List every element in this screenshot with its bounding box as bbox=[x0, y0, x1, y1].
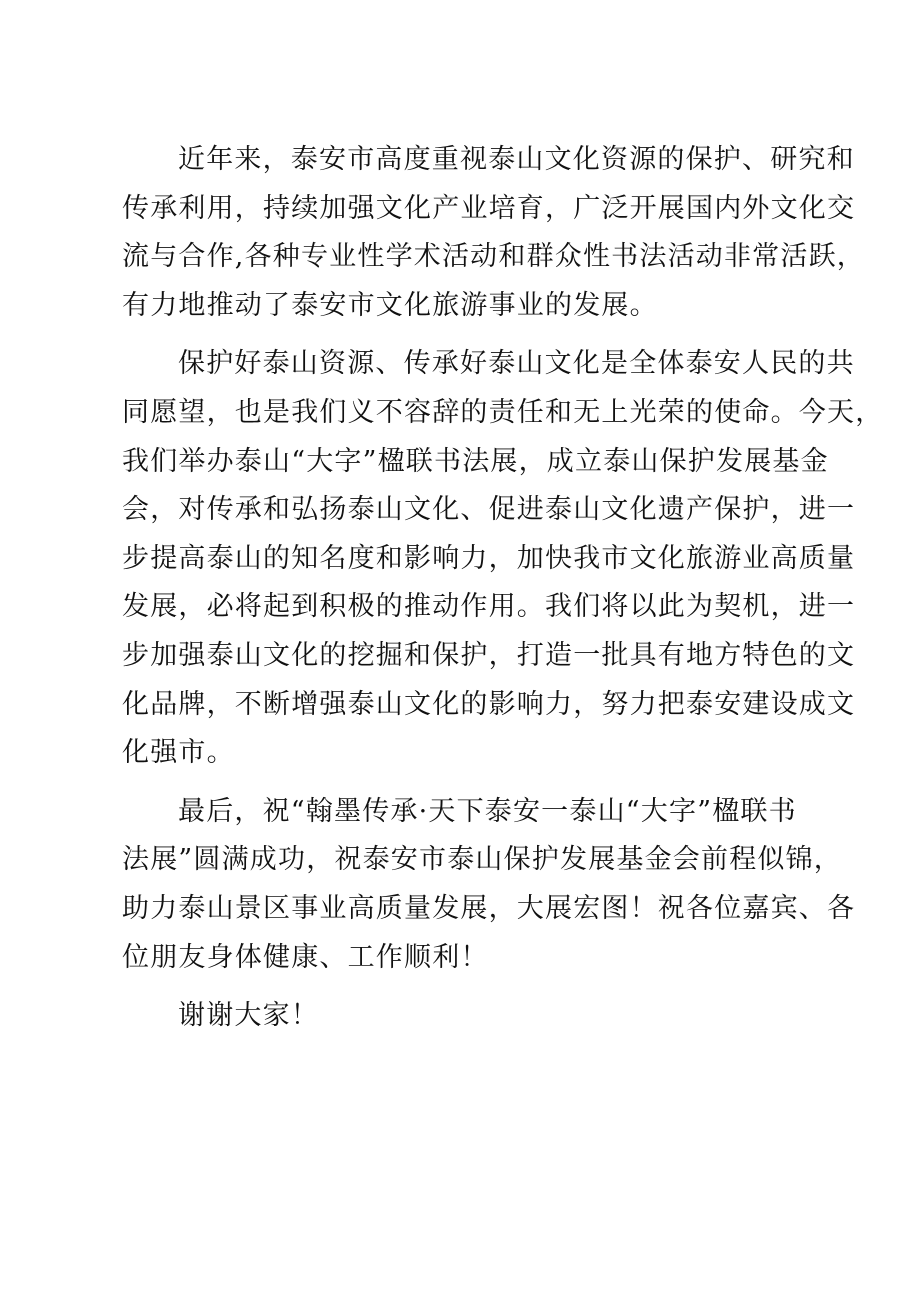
paragraph-mission bbox=[122, 340, 884, 777]
text-line: 会，对传承和弘扬泰山文化、促进泰山文化遗产保护，进一 bbox=[122, 494, 856, 526]
text-line: 传承利用，持续加强文化产业培育，广泛开展国内外文化交 bbox=[122, 192, 856, 224]
text-line: 我们举办泰山“大字”楹联书法展，成立泰山保护发展基金 bbox=[122, 445, 829, 477]
speech-body bbox=[122, 136, 884, 1041]
text-line: 步加强泰山文化的挖掘和保护，打造一批具有地方特色的文 bbox=[122, 639, 856, 671]
paragraph-intro bbox=[122, 136, 865, 330]
text-line: 最后，祝“翰墨传承·天下泰安一泰山“大字”楹联书 bbox=[178, 795, 797, 827]
paragraph-gap bbox=[122, 982, 812, 992]
paragraph-gap bbox=[122, 330, 812, 340]
paragraph-wishes bbox=[122, 788, 856, 982]
text-line: 近年来，泰安市高度重视泰山文化资源的保护、研究和 bbox=[178, 144, 855, 175]
text-line: 化强市。 bbox=[122, 737, 235, 769]
text-line: 位朋友身体健康、工作顺利！ bbox=[122, 941, 489, 973]
text-line: 有力地推动了泰安市文化旅游事业的发展。 bbox=[122, 289, 658, 321]
text-line: 发展，必将起到积极的推动作用。我们将以此为契机，进一 bbox=[122, 591, 856, 623]
paragraph-gap bbox=[122, 778, 812, 788]
paragraph-closing bbox=[122, 992, 812, 1041]
text-line: 流与合作,各种专业性学术活动和群众性书法活动非常活跃， bbox=[122, 241, 865, 273]
text-line: 助力泰山景区事业高质量发展，大展宏图！祝各位嘉宾、各 bbox=[122, 892, 856, 924]
closing-line: 谢谢大家！ bbox=[178, 1000, 319, 1032]
text-line: 步提高泰山的知名度和影响力，加快我市文化旅游业高质量 bbox=[122, 542, 856, 574]
text-line: 保护好泰山资源、传承好泰山文化是全体泰安人民的共 bbox=[178, 348, 855, 380]
text-line: 化品牌，不断增强泰山文化的影响力，努力把泰安建设成文 bbox=[122, 688, 856, 720]
text-line: 同愿望，也是我们义不容辞的责任和无上光荣的使命。今天， bbox=[122, 396, 884, 428]
text-line: 法展”圆满成功，祝泰安市泰山保护发展基金会前程似锦， bbox=[122, 844, 843, 876]
